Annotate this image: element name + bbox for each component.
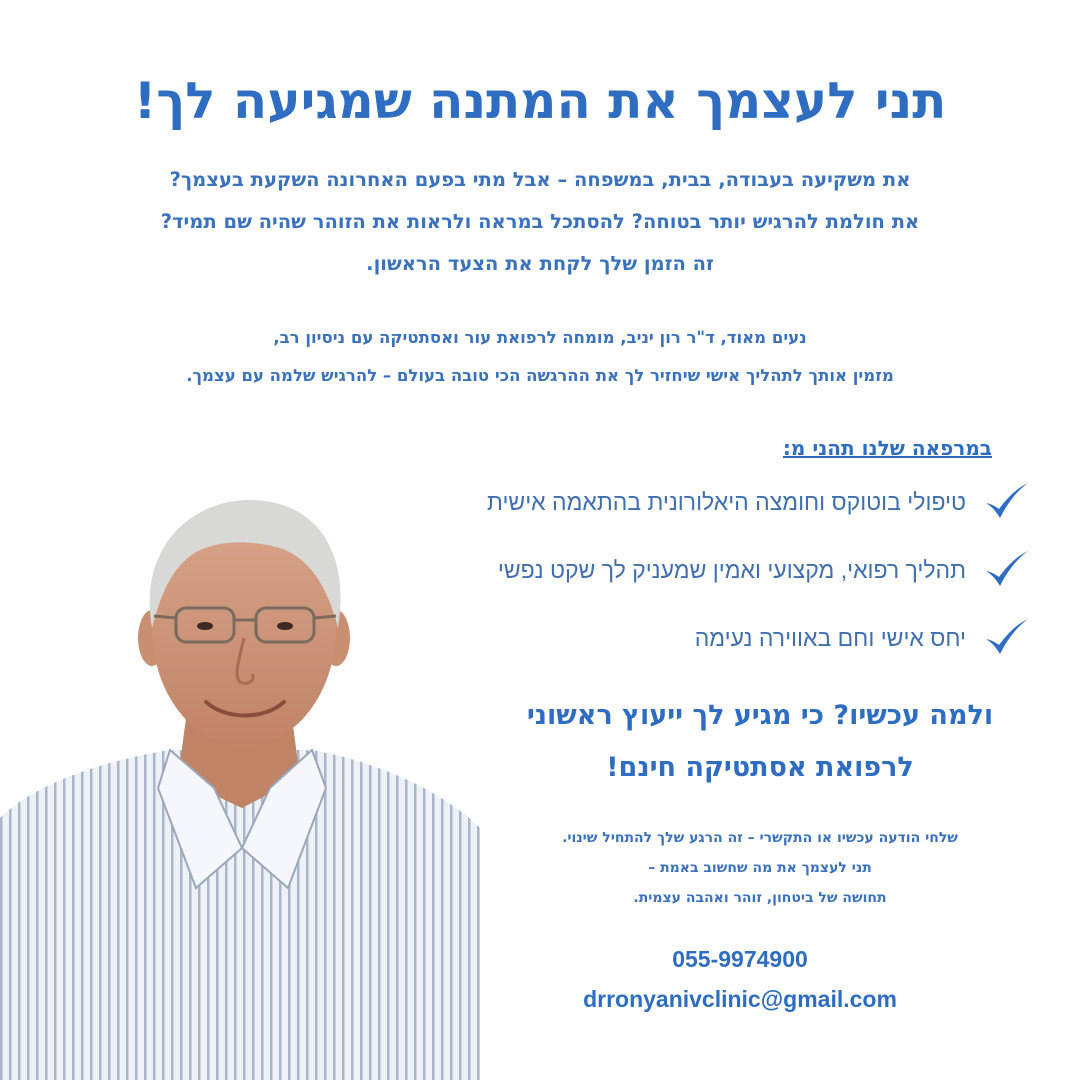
intro-line: את חולמת להרגיש יותר בטוחה? להסתכל במראה ולראות את הזוהר שהיה שם תמיד? xyxy=(160,210,920,233)
benefit-label: יחס אישי וחם באווירה נעימה xyxy=(694,624,966,651)
benefit-item xyxy=(498,544,1032,596)
closing-line: שלחי הודעה עכשיו או התקשרי – זה הרגע שלך להתחיל שינוי. xyxy=(562,830,958,846)
checkmark-icon xyxy=(980,476,1032,528)
benefit-item xyxy=(695,612,1032,664)
offer-heading: במרפאה שלנו תהני מ: xyxy=(782,436,992,460)
page-title: תני לעצמך את המתנה שמגיעה לך! xyxy=(133,72,947,130)
intro-line: זה הזמן שלך לקחת את הצעד הראשון. xyxy=(366,252,714,275)
doctor-intro-line: מזמין אותך לתהליך אישי שיחזיר לך את ההרגשה הכי טובה בעולם – להרגיש שלמה עם עצמך. xyxy=(186,366,894,385)
benefit-label: טיפולי בוטוקס וחומצה היאלורונית בהתאמה אישית xyxy=(487,488,966,515)
closing-line: תני לעצמך את מה שחשוב באמת – xyxy=(648,860,872,876)
email-address[interactable]: drronyanivclinic@gmail.com xyxy=(583,986,897,1012)
intro-line: את משקיעה בעבודה, בבית, במשפחה – אבל מתי בפעם האחרונה השקעת בעצמך? xyxy=(169,168,911,191)
checkmark-icon xyxy=(980,612,1032,664)
phone-number[interactable]: 055-9974900 xyxy=(672,946,808,972)
doctor-photo xyxy=(0,488,480,1080)
benefit-item xyxy=(487,476,1032,528)
checkmark-icon xyxy=(980,544,1032,596)
doctor-intro-line: נעים מאוד, ד"ר רון יניב, מומחה לרפואת עור ואסתטיקה עם ניסיון רב, xyxy=(273,328,807,347)
cta-line: ולמה עכשיו? כי מגיע לך ייעוץ ראשוני xyxy=(526,700,994,731)
benefit-label: תהליך רפואי, מקצועי ואמין שמעניק לך שקט נפשי xyxy=(497,556,966,583)
cta-line: לרפואת אסתטיקה חינם! xyxy=(606,752,914,783)
closing-line: תחושה של ביטחון, זוהר ואהבה עצמית. xyxy=(633,890,887,906)
